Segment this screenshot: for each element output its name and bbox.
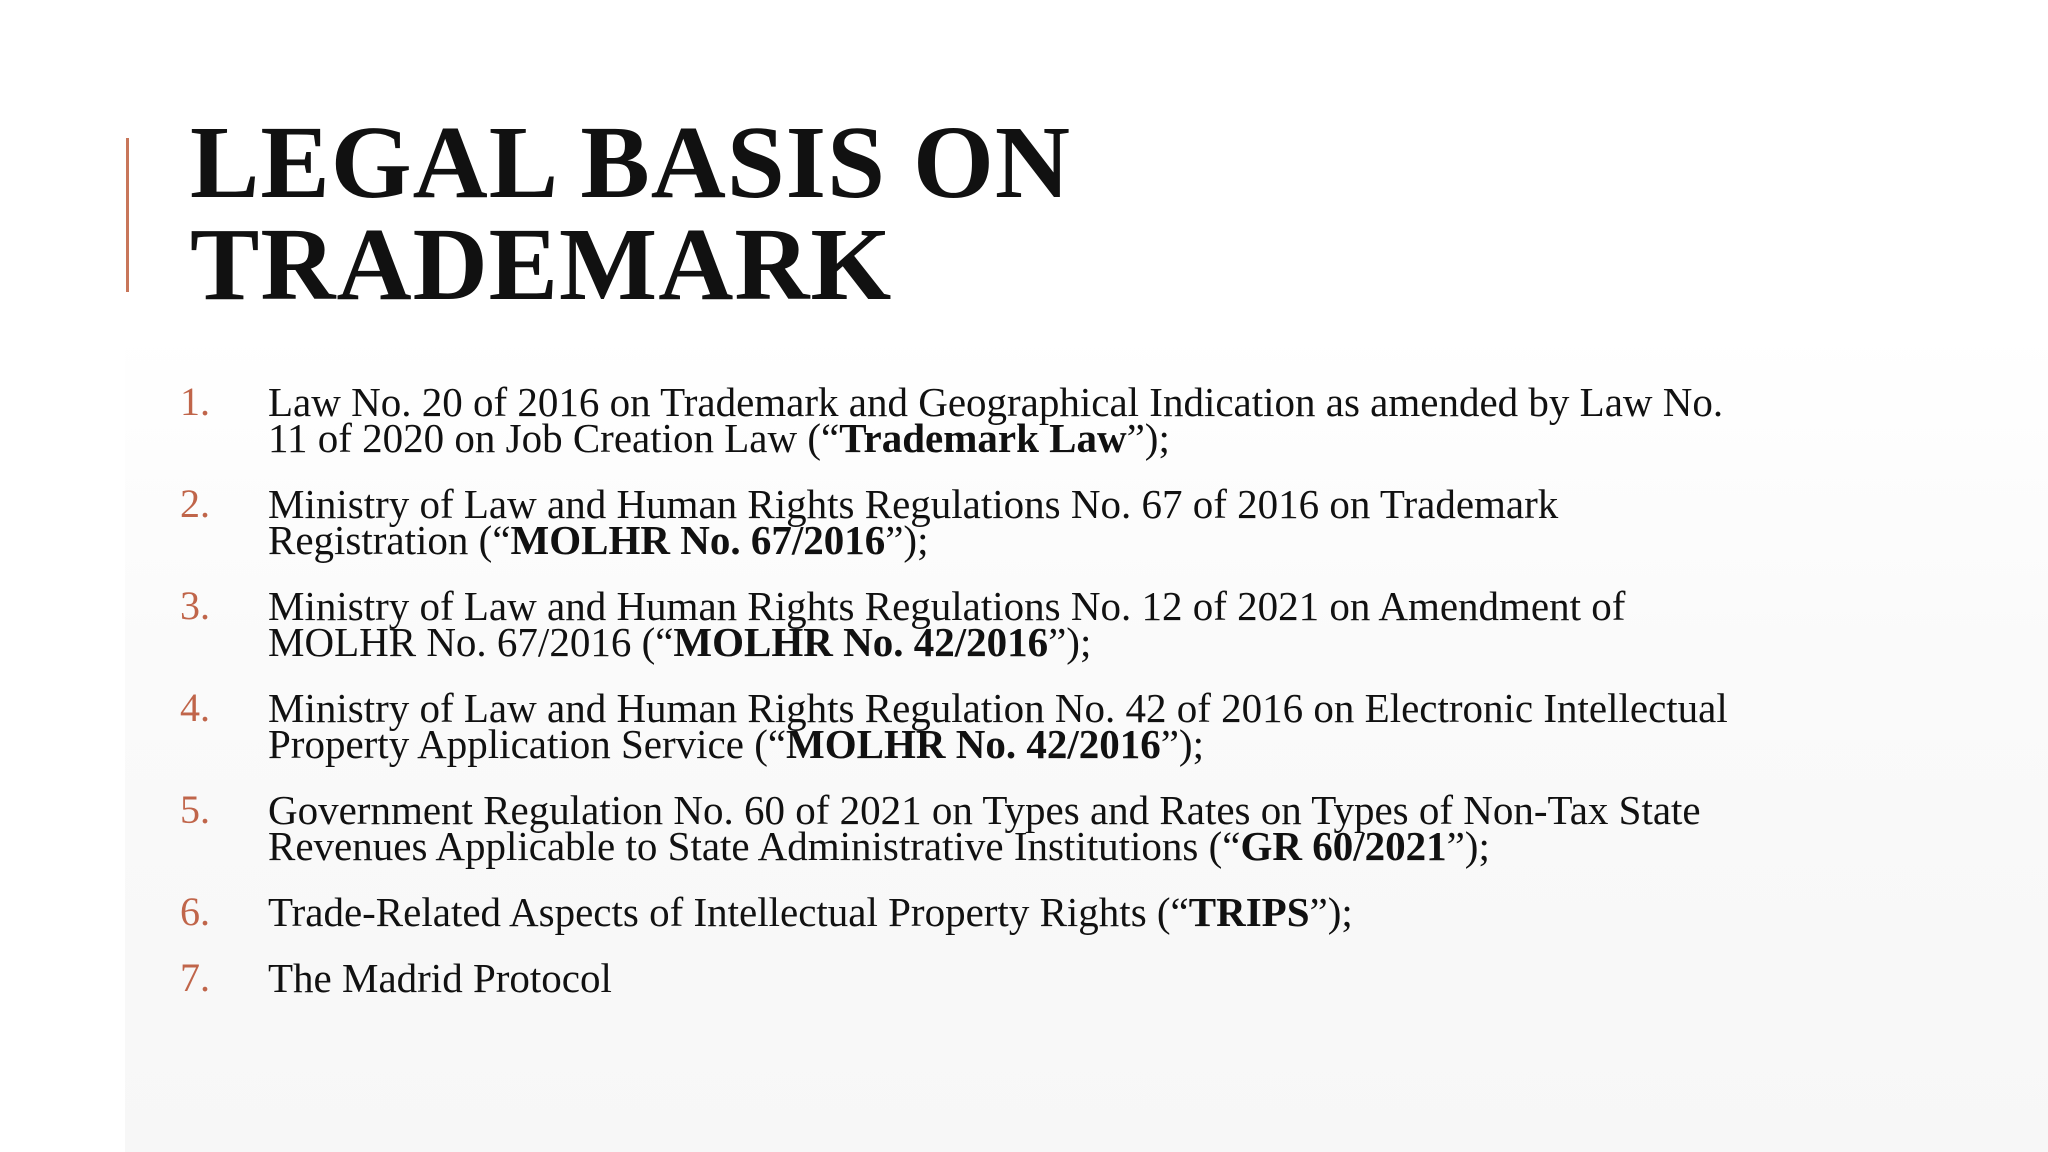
defined-term: MOLHR No. 42/2016 [673,619,1049,665]
list-item-text: Trade-Related Aspects of Intellectual Property Rights (“ [268,889,1189,935]
list-item-text: ”); [1126,415,1170,461]
list-item-number: 5. [180,787,210,832]
slide-title-line-1: LEGAL BASIS ON [190,105,1071,220]
list-item-line: Ministry of Law and Human Rights Regulations No. 12 of 2021 on Amendment of [268,583,1626,629]
list-item-line [268,415,1876,461]
list-item [176,889,1876,935]
list-item-line: Ministry of Law and Human Rights Regulations No. 67 of 2016 on Trademark [268,481,1559,527]
slide-title-line-2: TRADEMARK [190,207,893,322]
list-item-number: 1. [180,379,210,424]
list-item-line: Law No. 20 of 2016 on Trademark and Geographical Indication as amended by Law No. [268,379,1724,425]
list-item-line [268,889,1876,935]
list-item-line [268,823,1876,869]
legal-basis-list [176,379,1876,1026]
list-item-line: Ministry of Law and Human Rights Regulation No. 42 of 2016 on Electronic Intellectual [268,685,1728,731]
list-item-text: ”); [1048,619,1092,665]
list-item-line [268,517,1876,563]
list-item [176,685,1876,767]
list-item-line [268,619,1876,665]
list-item-number: 2. [180,481,210,526]
list-item [176,955,1876,1001]
list-item [176,583,1876,665]
list-item-text: ”); [885,517,929,563]
list-item-number: 6. [180,889,210,934]
defined-term: MOLHR No. 67/2016 [510,517,886,563]
list-item-line [268,721,1876,767]
list-item-text: 11 of 2020 on Job Creation Law (“ [268,415,840,461]
list-item [176,481,1876,563]
defined-term: MOLHR No. 42/2016 [786,721,1161,767]
slide-title [190,105,1071,322]
list-item-text: ”); [1160,721,1204,767]
list-item [176,379,1876,461]
defined-term: TRIPS [1188,889,1310,935]
list-item [176,787,1876,869]
list-item-text: ”); [1309,889,1353,935]
list-item-text: Property Application Service (“ [268,721,787,767]
list-item-text: Registration (“ [268,517,511,563]
list-item-text: ”); [1446,823,1490,869]
title-accent-bar [126,138,129,292]
list-item-number: 3. [180,583,210,628]
defined-term: GR 60/2021 [1240,823,1447,869]
defined-term: Trademark Law [839,415,1127,461]
list-item-line: The Madrid Protocol [268,955,612,1001]
list-item-text: MOLHR No. 67/2016 (“ [268,619,674,665]
list-item-line: Government Regulation No. 60 of 2021 on Types and Rates on Types of Non-Tax State [268,787,1701,833]
list-item-text: Revenues Applicable to State Administrative Institutions (“ [268,823,1241,869]
list-item-number: 7. [180,955,210,1000]
list-item-number: 4. [180,685,210,730]
